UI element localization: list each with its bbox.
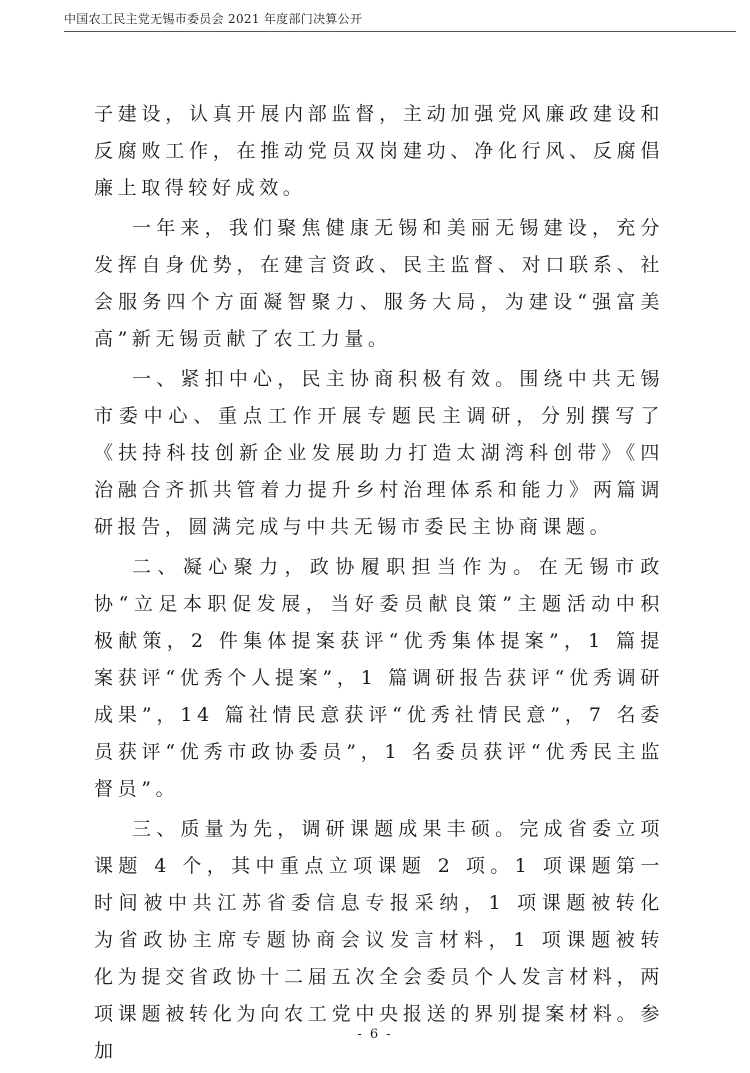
paragraph-continuation: 子建设，认真开展内部监督，主动加强党风廉政建设和反腐败工作，在推动党员双岗建功、净化行风、反腐倡廉上取得较好成效。 xyxy=(94,103,664,199)
header-title: 中国农工民主党无锡市委员会 2021 年度部门决算公开 xyxy=(64,12,363,26)
document-body xyxy=(94,96,664,1073)
page-number: - 6 - xyxy=(357,1027,393,1042)
paragraph-summary: 一年来，我们聚焦健康无锡和美丽无锡建设，充分发挥自身优势，在建言资政、民主监督、对口联系、社会服务四个方面凝智聚力、服务大局，为建设“强富美高”新无锡贡献了农工力量。 xyxy=(94,217,664,350)
paragraph-section-two: 二、凝心聚力，政协履职担当作为。在无锡市政协“立足本职促发展，当好委员献良策”主题活动中积极献策，2 件集体提案获评“优秀集体提案”，1 篇提案获评“优秀个人提案”，1 篇调研报告获评“优秀调研成果”，14 篇社情民意获评“优秀社情民意”，7 名委员获评“优秀市政协委员”，1 名委员获评“优秀民主监督员”。 xyxy=(94,556,664,800)
document-header xyxy=(64,10,736,32)
paragraph-section-three: 三、质量为先，调研课题成果丰硕。完成省委立项课题 4 个，其中重点立项课题 2 项。1 项课题第一时间被中共江苏省委信息专报采纳，1 项课题被转化为省政协主席专题协商会议发言材料，1 项课题被转化为提交省政协十二届五次全会委员个人发言材料，两项课题被转化为向农工党中央报送的界别提案材料。参加 xyxy=(94,818,664,1062)
paragraph-section-one: 一、紧扣中心，民主协商积极有效。围绕中共无锡市委中心、重点工作开展专题民主调研，分别撰写了《扶持科技创新企业发展助力打造太湖湾科创带》《四治融合齐抓共管着力提升乡村治理体系和能力》两篇调研报告，圆满完成与中共无锡市委民主协商课题。 xyxy=(94,368,664,538)
